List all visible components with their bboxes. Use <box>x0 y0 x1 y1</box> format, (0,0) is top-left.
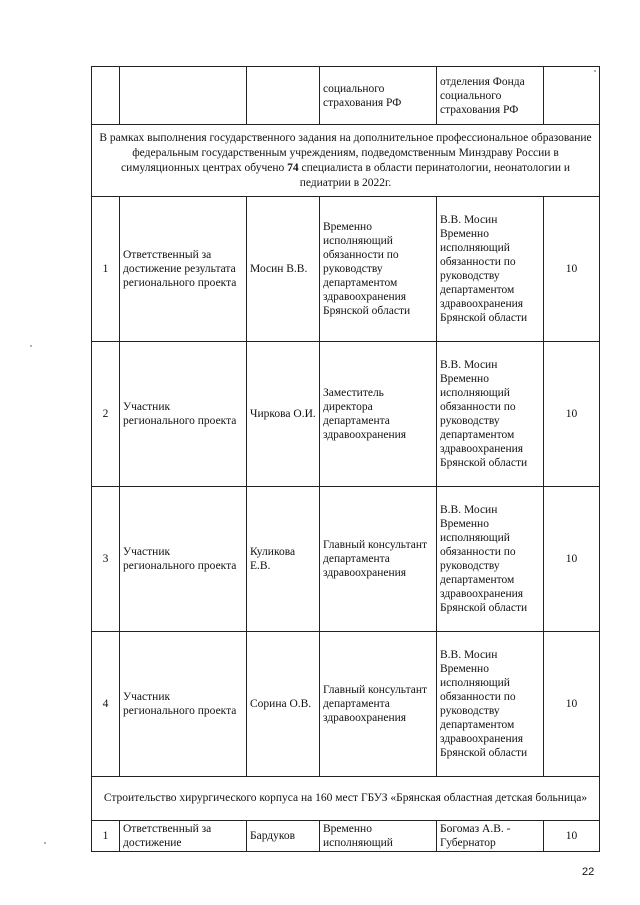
table-row <box>92 197 600 342</box>
cell-percent: 10 <box>544 632 600 777</box>
cell-role: Ответственный за достижение <box>120 821 247 852</box>
cell-position: Главный консультант департамента здравоохранения <box>320 632 437 777</box>
table-row <box>92 632 600 777</box>
section-heading-training <box>92 125 600 197</box>
scan-speck <box>44 842 46 844</box>
cell-percent: 10 <box>544 197 600 342</box>
table-row-continued <box>92 67 600 125</box>
cell-name: Мосин В.В. <box>247 197 320 342</box>
cell-percent: 10 <box>544 342 600 487</box>
table-row <box>92 342 600 487</box>
section-row <box>92 125 600 197</box>
section-text-bold-count: 74 <box>287 161 299 174</box>
cell-role: Участник регионального проекта <box>120 342 247 487</box>
table-row <box>92 487 600 632</box>
section-heading-construction: Строительство хирургического корпуса на 160 мест ГБУЗ «Брянская областная детская больница» <box>92 777 600 821</box>
cell-role: Участник регионального проекта <box>120 632 247 777</box>
cell-name: Чиркова О.И. <box>247 342 320 487</box>
cell-name: Сорина О.В. <box>247 632 320 777</box>
scan-speck <box>594 70 596 72</box>
cell-supervisor: отделения Фонда социального страхования РФ <box>437 67 544 125</box>
cell-supervisor: В.В. Мосин Временно исполняющий обязанности по руководству департаментом здравоохранения Брянской области <box>437 197 544 342</box>
section-row <box>92 777 600 821</box>
cell-num: 4 <box>92 632 120 777</box>
cell-supervisor: В.В. Мосин Временно исполняющий обязанности по руководству департаментом здравоохранения Брянской области <box>437 487 544 632</box>
cell-num: 3 <box>92 487 120 632</box>
cell-percent: 10 <box>544 821 600 852</box>
section-text-after: специалиста в области перинатологии, неонатологии и педиатрии в 2022г. <box>298 161 571 189</box>
cell-num: 2 <box>92 342 120 487</box>
cell-role: Ответственный за достижение результата регионального проекта <box>120 197 247 342</box>
section-text-before: В рамках выполнения государственного задания на дополнительное профессиональное образование федеральным государственным учреждениям, подведомственным Минздраву России в симуляционных центрах обучено <box>99 131 592 174</box>
cell-num: 1 <box>92 197 120 342</box>
cell-num <box>92 67 120 125</box>
page-number: 22 <box>582 866 595 878</box>
cell-name <box>247 67 320 125</box>
cell-position: Временно исполняющий обязанности по руководству департаментом здравоохранения Брянской области <box>320 197 437 342</box>
cell-supervisor: В.В. Мосин Временно исполняющий обязанности по руководству департаментом здравоохранения Брянской области <box>437 632 544 777</box>
scan-speck <box>30 345 32 347</box>
cell-supervisor: В.В. Мосин Временно исполняющий обязанности по руководству департаментом здравоохранения Брянской области <box>437 342 544 487</box>
cell-name: Куликова Е.В. <box>247 487 320 632</box>
table-row <box>92 821 600 852</box>
cell-position: Главный консультант департамента здравоохранения <box>320 487 437 632</box>
cell-name: Бардуков <box>247 821 320 852</box>
cell-position: Заместитель директора департамента здравоохранения <box>320 342 437 487</box>
cell-role <box>120 67 247 125</box>
cell-percent: 10 <box>544 487 600 632</box>
cell-percent <box>544 67 600 125</box>
cell-position: Временно исполняющий <box>320 821 437 852</box>
responsibility-table <box>91 66 600 852</box>
cell-position: социального страхования РФ <box>320 67 437 125</box>
cell-role: Участник регионального проекта <box>120 487 247 632</box>
cell-num: 1 <box>92 821 120 852</box>
cell-supervisor: Богомаз А.В. - Губернатор <box>437 821 544 852</box>
